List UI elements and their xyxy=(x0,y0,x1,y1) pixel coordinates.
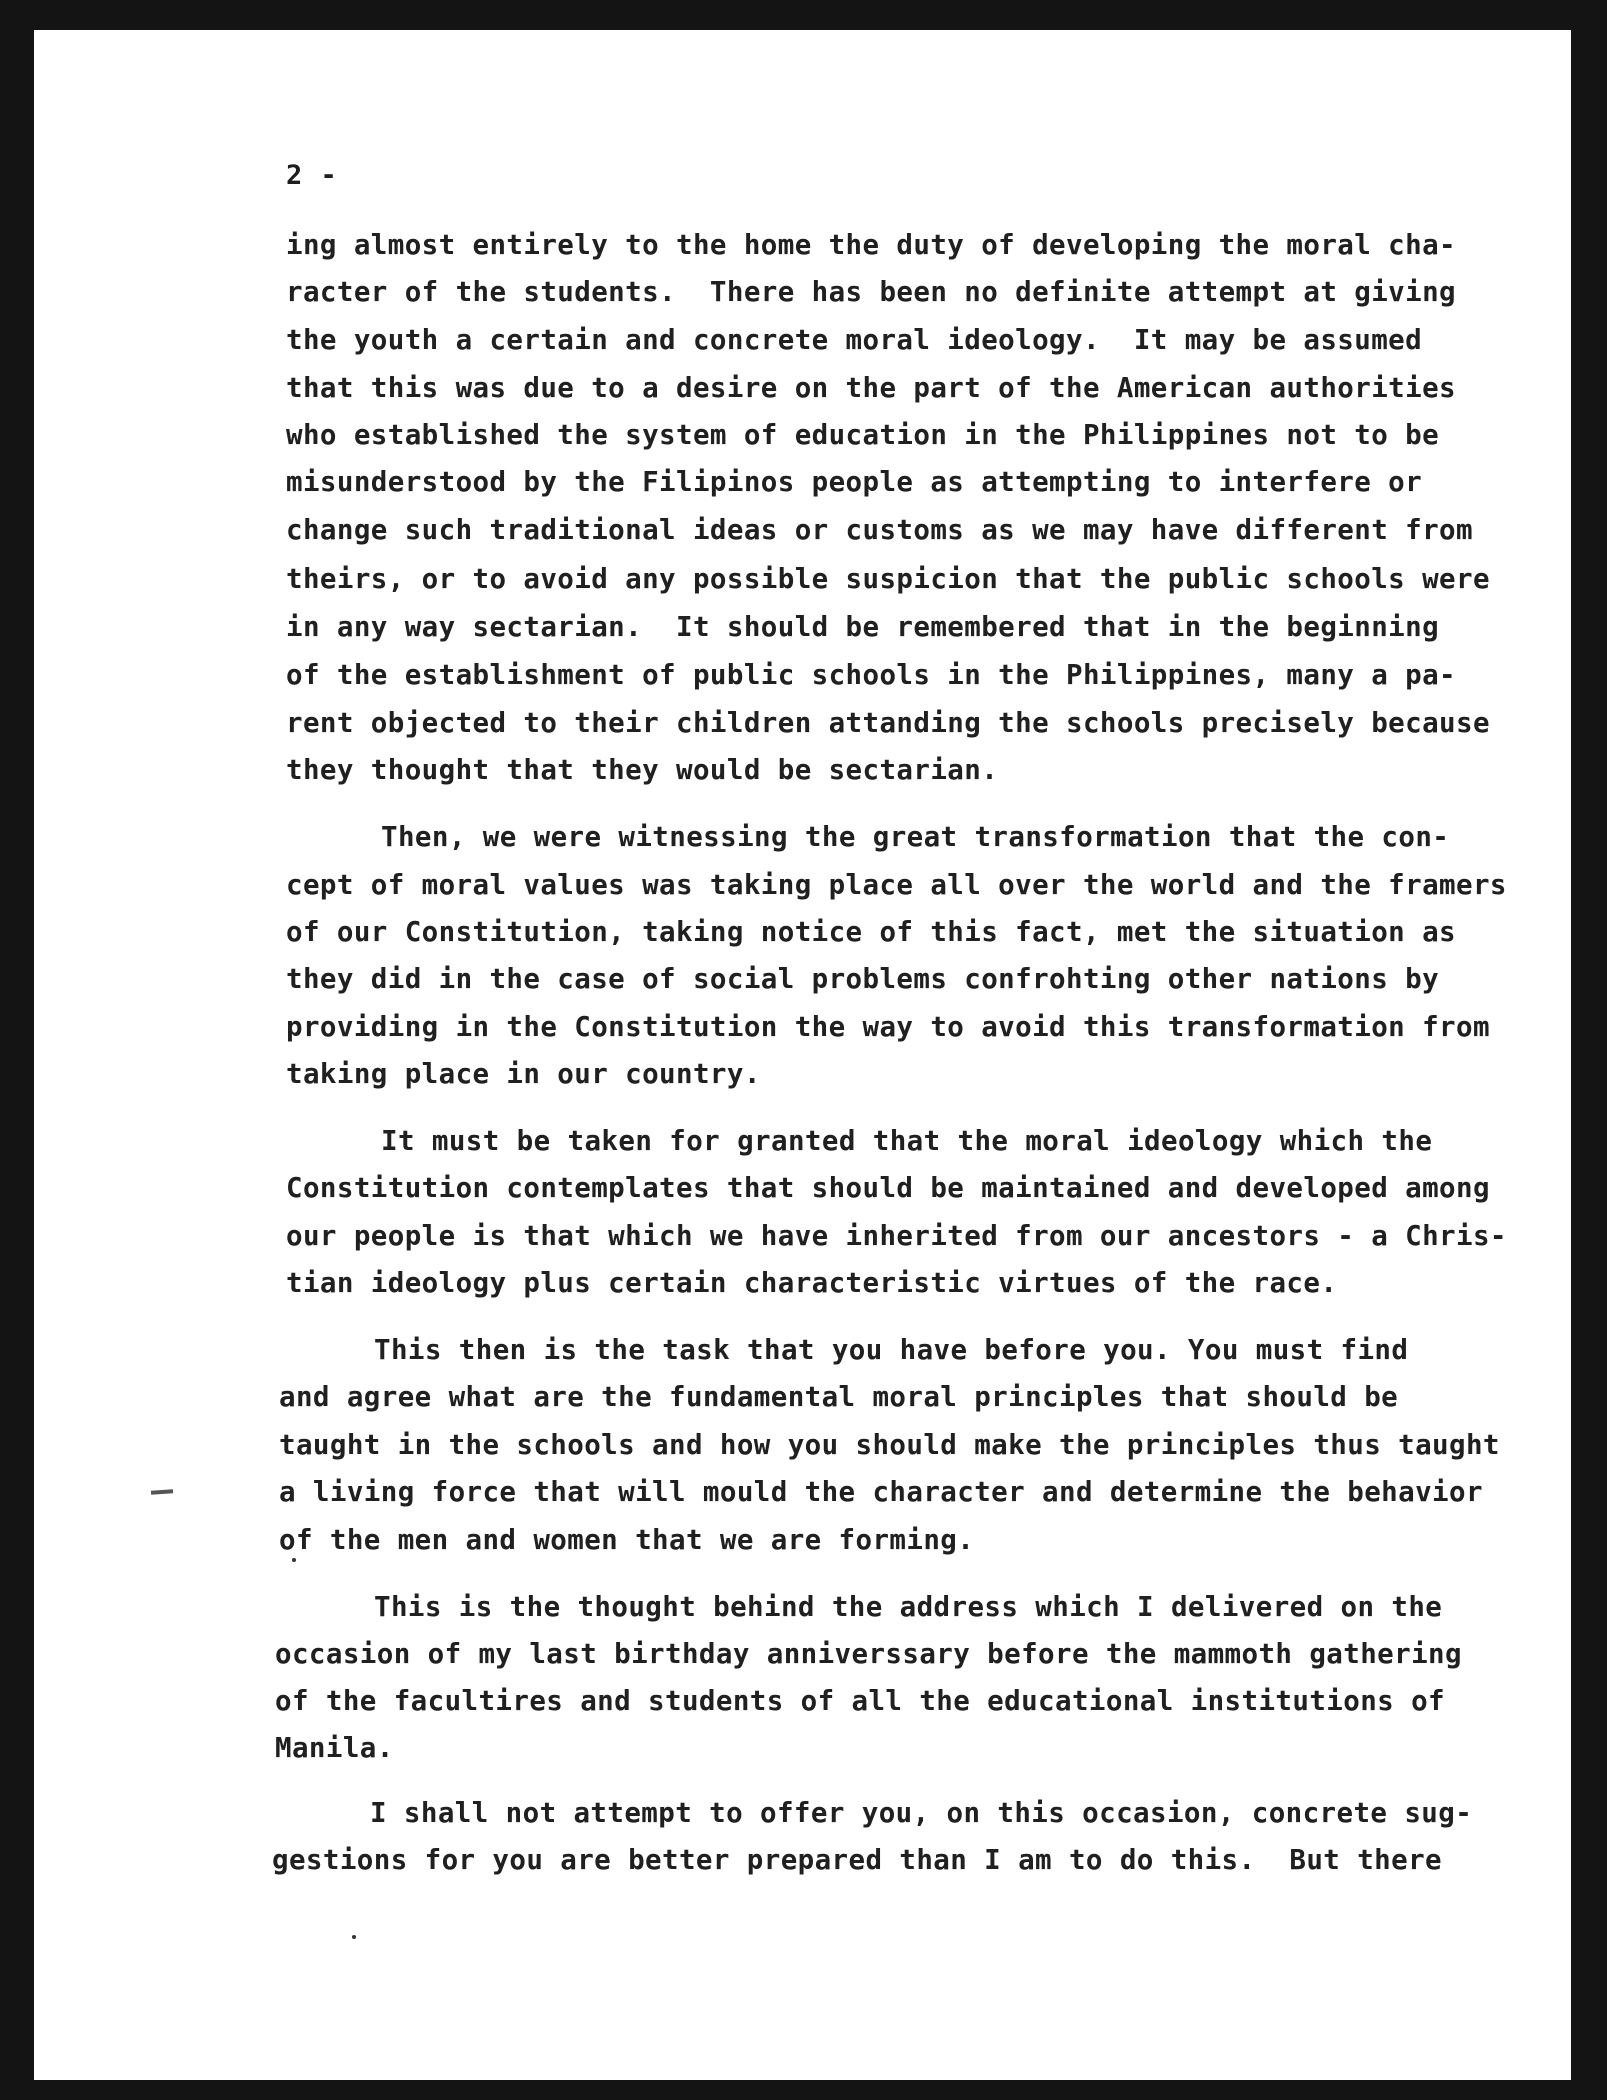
text-line: This is the thought behind the address which I delivered on the xyxy=(374,1591,1443,1623)
text-line: of the men and women that we are forming. xyxy=(279,1524,975,1556)
text-line: racter of the students. There has been no definite attempt at giving xyxy=(286,276,1456,308)
page-number: 2 - xyxy=(286,160,338,191)
text-line: and agree what are the fundamental moral principles that should be xyxy=(279,1381,1399,1413)
text-line: cept of moral values was taking place all over the world and the framers xyxy=(286,869,1507,901)
text-line: that this was due to a desire on the part of the American authorities xyxy=(286,372,1456,404)
text-line: of our Constitution, taking notice of this fact, met the situation as xyxy=(286,916,1456,948)
text-line: of the facultires and students of all the educational institutions of xyxy=(275,1685,1445,1717)
text-line: tian ideology plus certain characteristic virtues of the race. xyxy=(286,1267,1338,1299)
text-line: misunderstood by the Filipinos people as attempting to interfere or xyxy=(286,466,1423,498)
margin-mark xyxy=(151,1489,173,1495)
text-line: they did in the case of social problems confrohting other nations by xyxy=(286,963,1440,995)
text-line: change such traditional ideas or customs as we may have different from xyxy=(286,514,1473,546)
text-line: occasion of my last birthday anniverssary before the mammoth gathering xyxy=(275,1638,1462,1670)
text-line: taking place in our country. xyxy=(286,1058,761,1090)
text-line: Then, we were witnessing the great transformation that the con- xyxy=(381,821,1450,853)
text-line: It must be taken for granted that the moral ideology which the xyxy=(381,1125,1433,1157)
text-line: of the establishment of public schools in the Philippines, many a pa- xyxy=(286,659,1456,691)
text-line: our people is that which we have inherited from our ancestors - a Chris- xyxy=(286,1220,1507,1252)
text-line: in any way sectarian. It should be remembered that in the beginning xyxy=(286,611,1440,643)
text-line: the youth a certain and concrete moral ideology. It may be assumed xyxy=(286,324,1423,356)
text-line: ing almost entirely to the home the duty of developing the moral cha- xyxy=(286,229,1456,261)
text-line: I shall not attempt to offer you, on this occasion, concrete sug- xyxy=(370,1797,1473,1829)
ink-speck xyxy=(352,1935,356,1939)
text-line: who established the system of education in the Philippines not to be xyxy=(286,419,1440,451)
text-line: a living force that will mould the character and determine the behavior xyxy=(279,1476,1483,1508)
text-line: providing in the Constitution the way to avoid this transformation from xyxy=(286,1011,1490,1043)
document-page xyxy=(34,30,1571,2080)
text-line: taught in the schools and how you should make the principles thus taught xyxy=(279,1429,1500,1461)
ink-speck xyxy=(292,1558,296,1562)
text-line: they thought that they would be sectarian. xyxy=(286,754,999,786)
text-line: Manila. xyxy=(275,1732,394,1764)
text-line: theirs, or to avoid any possible suspicion that the public schools were xyxy=(286,563,1490,595)
text-line: This then is the task that you have before you. You must find xyxy=(374,1334,1409,1366)
text-line: rent objected to their children attanding the schools precisely because xyxy=(286,707,1490,739)
text-line: Constitution contemplates that should be maintained and developed among xyxy=(286,1172,1490,1204)
text-line: gestions for you are better prepared than I am to do this. But there xyxy=(272,1844,1442,1876)
